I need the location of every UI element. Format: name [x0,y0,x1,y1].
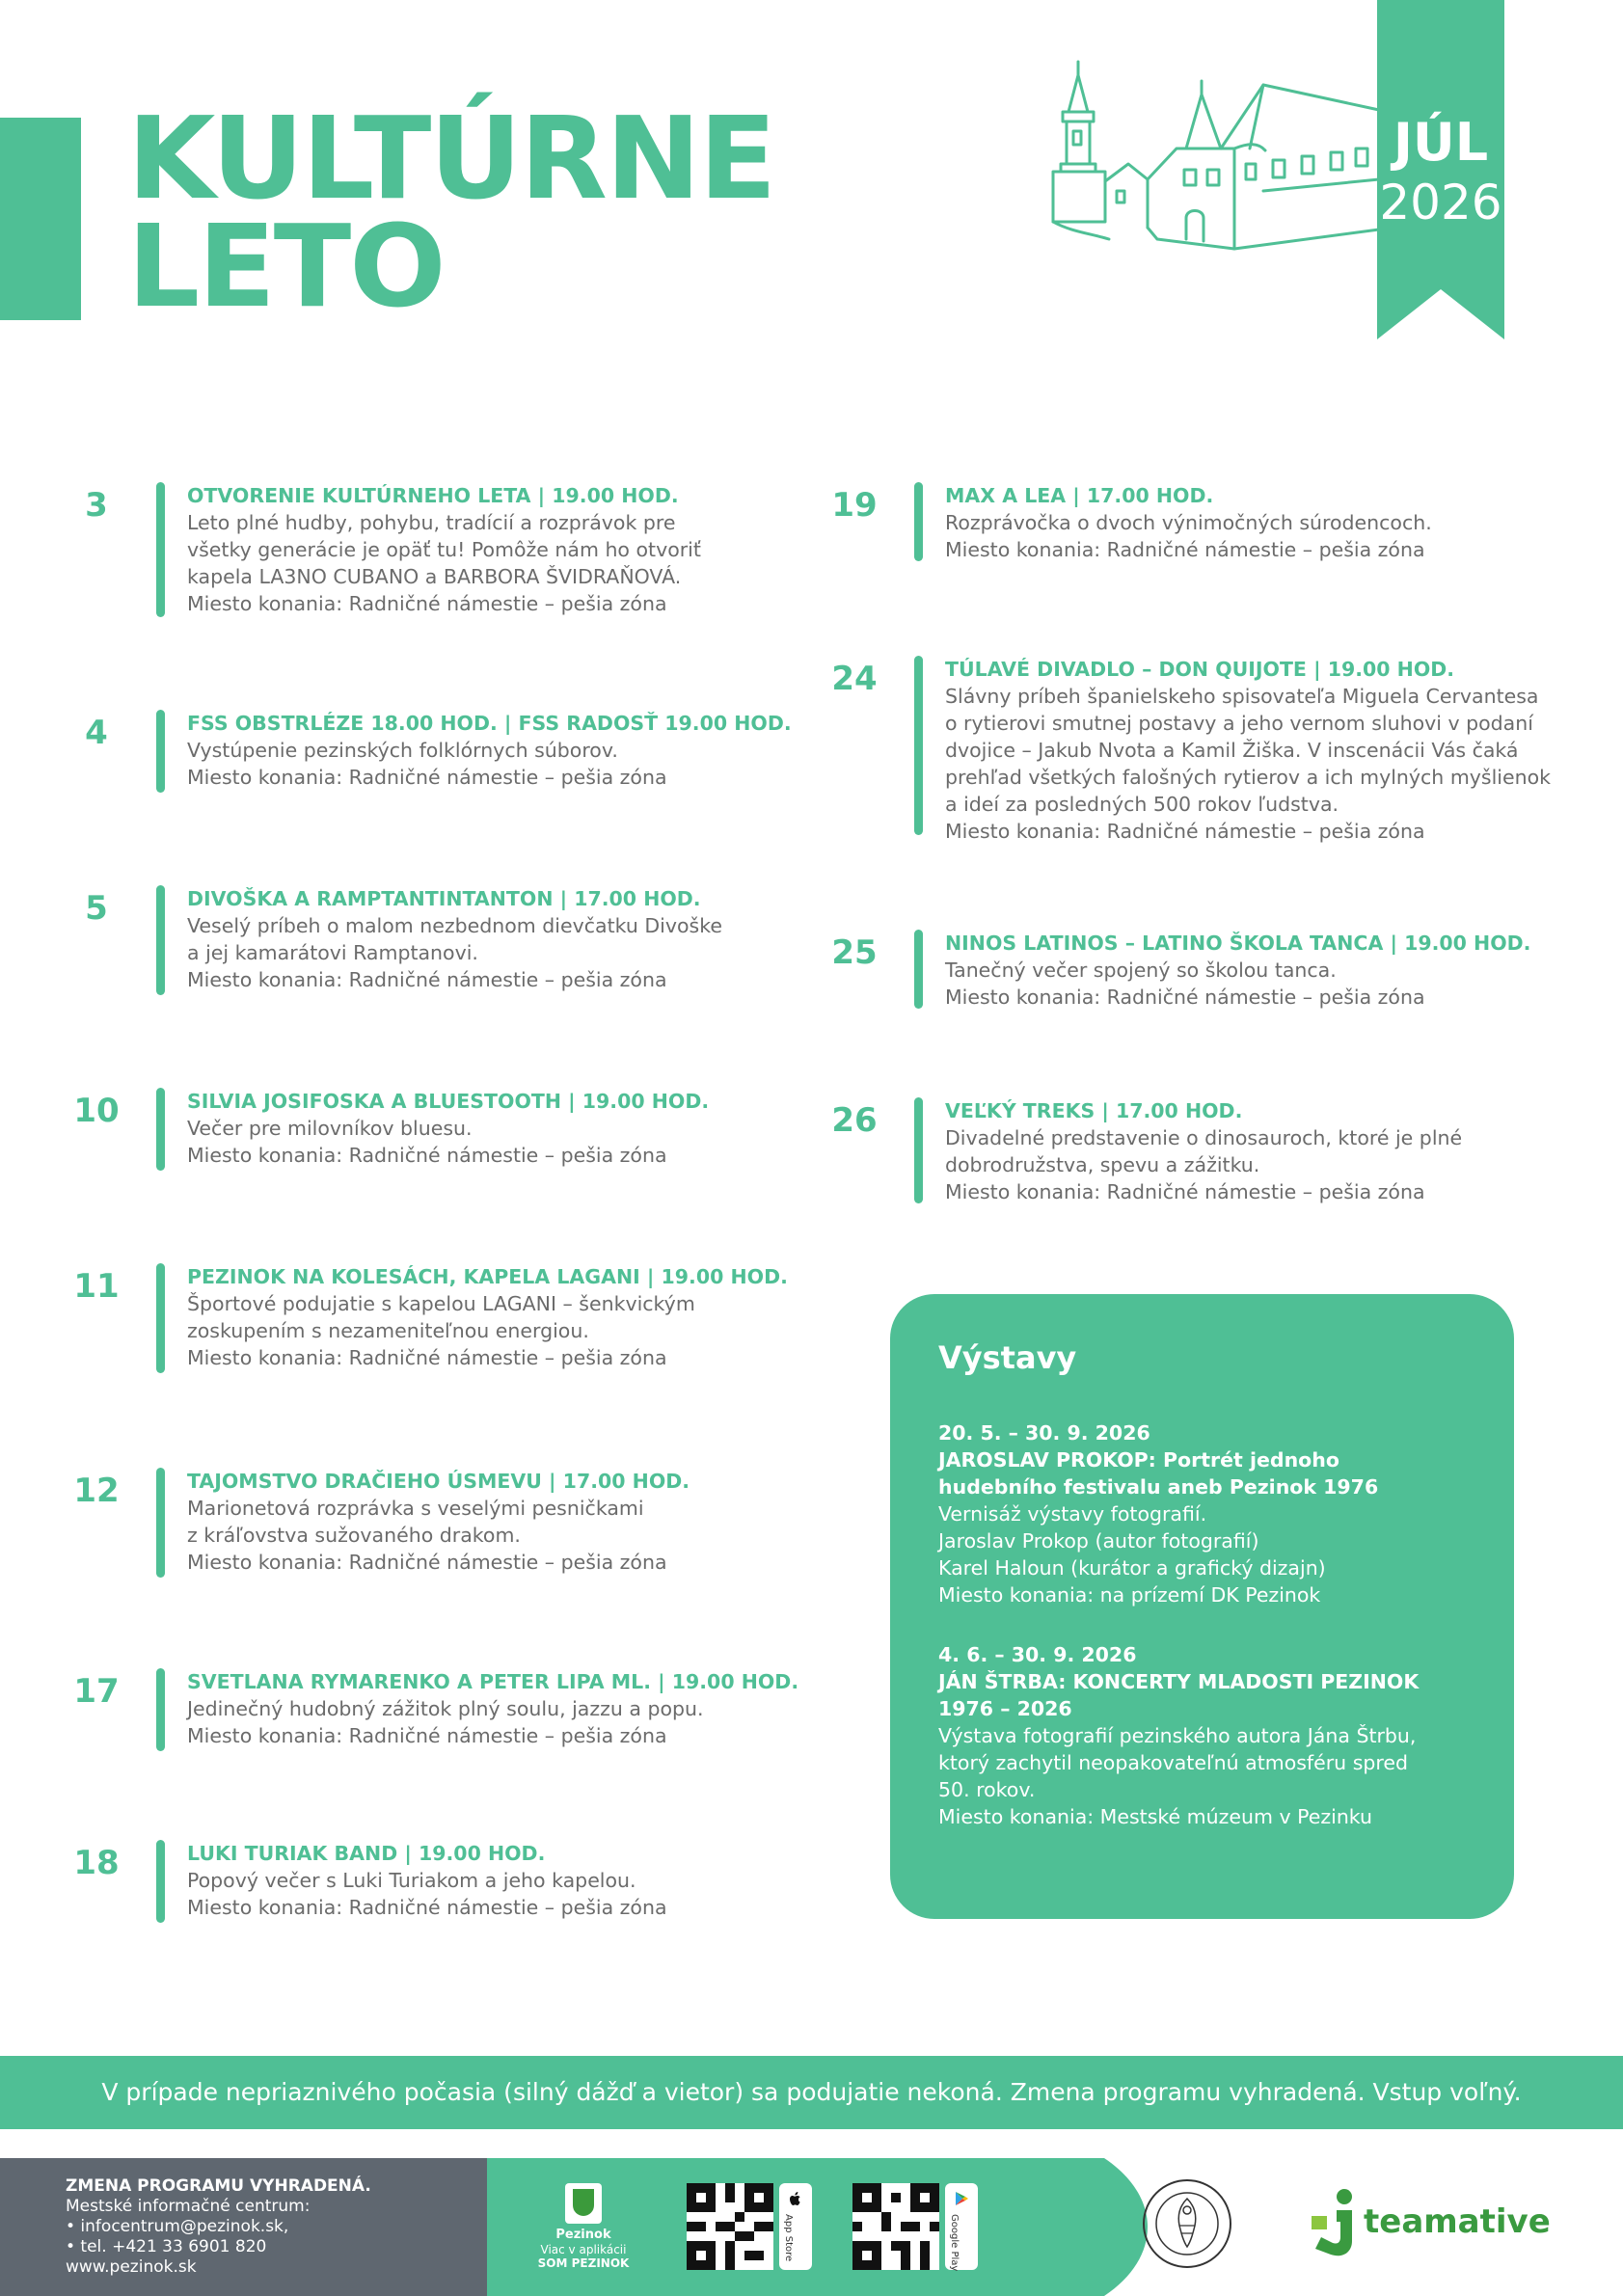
event-line: Vystúpenie pezinských folklórnych súborov. [187,739,618,762]
event-bar [156,885,165,995]
event-day: 4 [85,714,108,752]
event-day: 25 [831,933,878,972]
event-line: Veselý príbeh o malom nezbednom dievčatku Divoške [187,914,722,937]
footer [0,2158,1623,2296]
year-label: 2026 [1379,175,1502,230]
left-accent-bar [0,118,81,320]
event-day: 3 [85,486,108,525]
exhibition-head: hudebního festivalu aneb Pezinok 1976 [938,1475,1379,1499]
exhibition-line: Vernisáž výstavy fotografií. [938,1502,1207,1526]
event-line: Miesto konania: Radničné námestie – pešia zóna [187,1144,667,1167]
event-line: Športové podujatie s kapelou LAGANI – šenkvickým [187,1292,695,1315]
event-line: a jej kamarátovi Ramptanovi. [187,941,478,964]
event-day: 11 [73,1267,120,1306]
qr-code-google-play-icon[interactable] [852,2183,939,2270]
castle-illustration [1041,56,1389,278]
event-line: Popový večer s Luki Turiakom a jeho kapelou. [187,1869,636,1892]
event-line: Večer pre milovníkov bluesu. [187,1117,473,1140]
event-title: TAJOMSTVO DRAČIEHO ÚSMEVU | 17.00 HOD. [187,1470,690,1493]
event-line: Miesto konania: Radničné námestie – pešia zóna [187,1346,667,1369]
teamative-mark-icon [1308,2187,1366,2260]
exhibition-head: JAROSLAV PROKOP: Portrét jednoho [938,1448,1339,1472]
exhibition-line: Miesto konania: na prízemí DK Pezinok [938,1583,1321,1607]
footer-heading: ZMENA PROGRAMU VYHRADENÁ. [66,2176,371,2196]
footer-contact [0,2158,487,2296]
event-bar [914,656,923,835]
event-title: SVETLANA RYMARENKO A PETER LIPA ML. | 19.00 HOD. [187,1670,799,1693]
event-line: Tanečný večer spojený so školou tanca. [945,959,1337,982]
page-title [127,92,775,333]
event-bar [156,1468,165,1578]
event-line: Rozprávočka o dvoch výnimočných súrodencoch. [945,511,1432,534]
app-city: Pezinok [555,2228,611,2242]
event-bar [156,710,165,793]
footer-email[interactable]: • infocentrum@pezinok.sk, [66,2217,289,2236]
event-bar [914,930,923,1009]
title-line-2: LETO [127,200,445,333]
app-promo[interactable] [521,2183,646,2270]
google-play-icon [954,2191,969,2206]
event-line: Miesto konania: Radničné námestie – pešia zóna [187,1551,667,1574]
exhibition-date: 4. 6. – 30. 9. 2026 [938,1643,1137,1666]
event-bar [156,1840,165,1923]
month-ribbon [1377,0,1504,339]
exhibition-item [938,1641,1466,1830]
city-seal-icon [1141,2177,1233,2270]
event-bar [156,1668,165,1751]
event-day: 12 [73,1472,120,1510]
google-play-label: Google Play [949,2214,960,2272]
exhibition-line: 50. rokov. [938,1778,1036,1801]
exhibition-date: 20. 5. – 30. 9. 2026 [938,1421,1150,1445]
event-day: 5 [85,889,108,928]
event-line: Miesto konania: Radničné námestie – pešia zóna [945,538,1425,561]
app-store-label: App Store [783,2214,794,2262]
event-line: dobrodružstva, spevu a zážitku. [945,1153,1260,1176]
event-line: Miesto konania: Radničné námestie – pešia zóna [187,1896,667,1919]
teamative-wordmark: teamative [1364,2202,1551,2241]
event-bar [156,482,165,617]
exhibition-head: 1976 – 2026 [938,1697,1072,1720]
exhibition-head: JÁN ŠTRBA: KONCERTY MLADOSTI PEZINOK [938,1670,1420,1693]
exhibition-line: ktorý zachytil neopakovateľnú atmosféru spred [938,1751,1408,1774]
event-title: VEĽKÝ TREKS | 17.00 HOD. [945,1099,1243,1122]
app-store-badge[interactable] [779,2183,812,2270]
event-day: 26 [831,1101,878,1140]
exhibition-item [938,1419,1466,1608]
exhibition-line: Výstava fotografií pezinského autora Jána Štrbu, [938,1724,1417,1747]
event-title: NINOS LATINOS – LATINO ŠKOLA TANCA | 19.00 HOD. [945,932,1531,955]
event-title: DIVOŠKA A RAMPTANTINTANTON | 17.00 HOD. [187,887,701,910]
event-title: PEZINOK NA KOLESÁCH, KAPELA LAGANI | 19.00 HOD. [187,1265,788,1288]
event-day: 24 [831,660,878,698]
event-title: OTVORENIE KULTÚRNEHO LETA | 19.00 HOD. [187,484,679,507]
event-line: všetky generácie je opäť tu! Pomôže nám ho otvoriť [187,538,701,561]
event-day: 17 [73,1672,120,1711]
apple-icon [788,2191,803,2206]
pezinok-crest-icon [565,2183,602,2224]
event-line: Miesto konania: Radničné námestie – pešia zóna [187,592,667,615]
event-line: a ideí za posledných 500 rokov ľudstva. [945,793,1339,816]
event-title: SILVIA JOSIFOSKA A BLUESTOOTH | 19.00 HOD. [187,1090,710,1113]
weather-notice: V prípade nepriaznivého počasia (silný dážď a vietor) sa podujatie nekoná. Zmena programu vyhradená. Vstup voľný. [0,2056,1623,2129]
event-line: Jedinečný hudobný zážitok plný soulu, jazzu a popu. [187,1697,704,1720]
google-play-badge[interactable] [945,2183,978,2270]
exhibition-line: Karel Haloun (kurátor a grafický dizajn) [938,1556,1326,1580]
event-line: Marionetová rozprávka s veselými pesničkami [187,1497,644,1520]
app-more: Viac v aplikácii [540,2243,627,2256]
event-day: 10 [73,1092,120,1130]
event-line: o rytierovi smutnej postavy a jeho vernom sluhovi v podaní [945,712,1533,735]
event-line: prehľad všetkých falošných rytierov a ich mylných myšlienok [945,766,1552,789]
event-bar [914,1097,923,1203]
event-title: FSS OBSTRLÉZE 18.00 HOD. | FSS RADOSŤ 19.00 HOD. [187,712,792,735]
event-bar [914,482,923,561]
event-line: Divadelné predstavenie o dinosauroch, ktoré je plné [945,1126,1463,1149]
event-line: dvojice – Jakub Nvota a Kamil Žiška. V inscenácii Vás čaká [945,739,1519,762]
footer-phone[interactable]: • tel. +421 33 6901 820 [66,2237,267,2256]
event-bar [156,1088,165,1171]
event-line: Miesto konania: Radničné námestie – pešia zóna [187,1724,667,1747]
event-line: Miesto konania: Radničné námestie – pešia zóna [945,986,1425,1009]
title-line-1: KULTÚRNE [127,92,775,225]
event-line: zoskupením s nezameniteľnou energiou. [187,1319,589,1342]
event-line: Slávny príbeh španielskeho spisovateľa Miguela Cervantesa [945,685,1539,708]
event-bar [156,1263,165,1373]
event-title: MAX A LEA | 17.00 HOD. [945,484,1214,507]
qr-code-app-store-icon[interactable] [687,2183,773,2270]
event-line: Miesto konania: Radničné námestie – pešia zóna [945,1180,1425,1203]
event-line: Miesto konania: Radničné námestie – pešia zóna [945,820,1425,843]
footer-website-link[interactable]: www.pezinok.sk [66,2257,197,2277]
month-label: JÚL [1393,112,1489,173]
event-title: LUKI TURIAK BAND | 19.00 HOD. [187,1842,546,1865]
event-line: kapela LA3NO CUBANO a BARBORA ŠVIDRAŇOVÁ. [187,565,682,588]
event-line: z kráľovstva sužovaného drakom. [187,1524,521,1547]
event-day: 18 [73,1844,120,1882]
event-line: Miesto konania: Radničné námestie – pešia zóna [187,766,667,789]
app-name: SOM PEZINOK [537,2256,630,2270]
event-line: Leto plné hudby, pohybu, tradícií a rozprávok pre [187,511,676,534]
event-title: TÚLAVÉ DIVADLO – DON QUIJOTE | 19.00 HOD. [945,658,1455,681]
teamative-logo [1308,2187,1551,2260]
event-line: Miesto konania: Radničné námestie – pešia zóna [187,968,667,991]
event-day: 19 [831,486,878,525]
exhibitions-box [890,1294,1514,1919]
exhibitions-title: Výstavy [938,1339,1077,1376]
exhibition-line: Jaroslav Prokop (autor fotografií) [938,1529,1259,1553]
exhibition-line: Miesto konania: Mestské múzeum v Pezinku [938,1805,1373,1828]
footer-line: Mestské informačné centrum: [66,2197,311,2216]
